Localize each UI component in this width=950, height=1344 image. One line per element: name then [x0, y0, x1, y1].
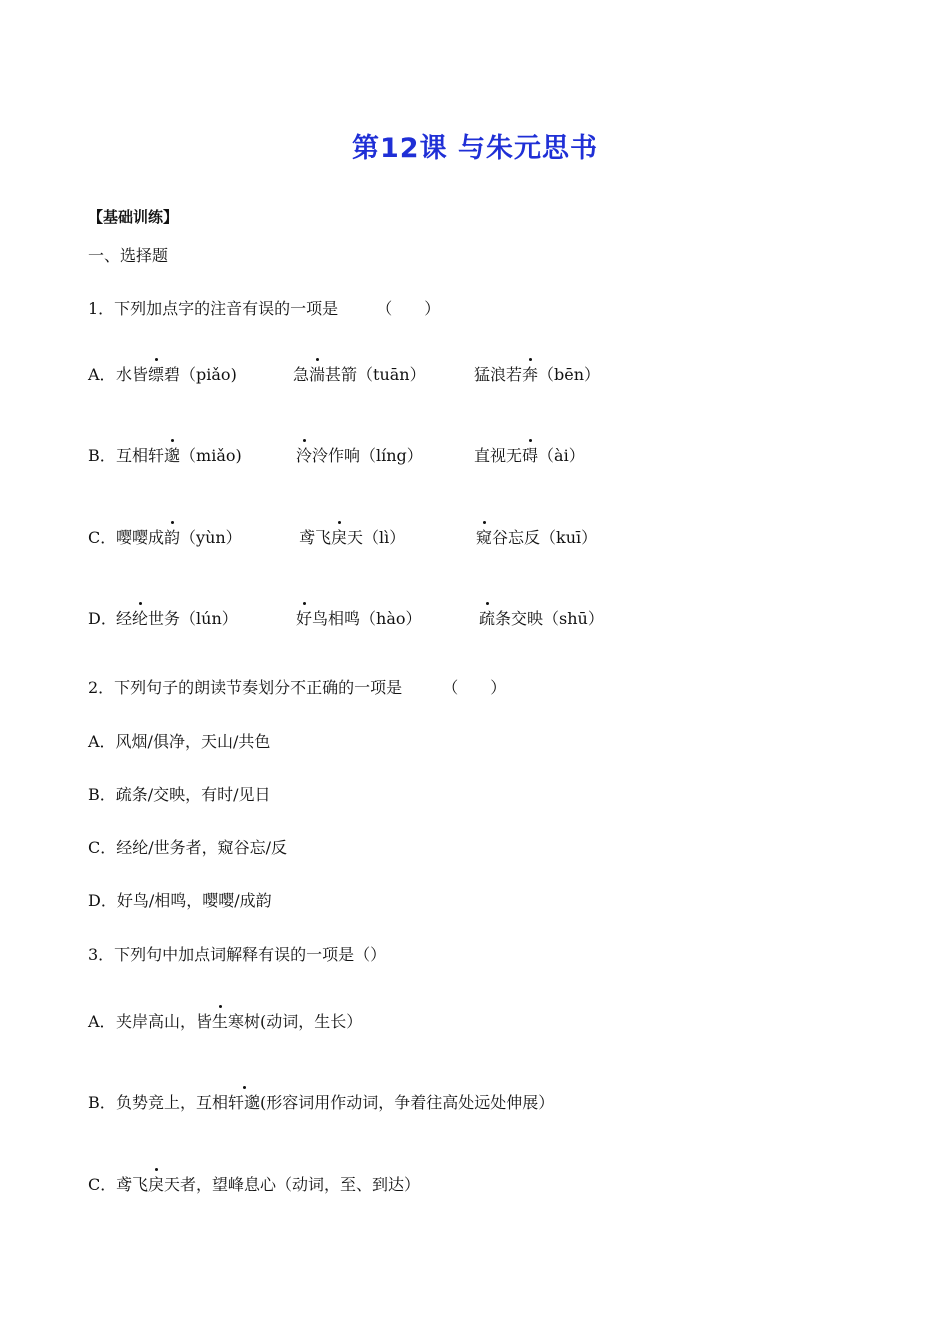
q2-option-b: B．疏条/交映，有时/见日 — [88, 785, 271, 804]
option-item: 鸢飞戾天（lì） — [299, 528, 406, 547]
q2-option-d: D．好鸟/相鸣，嘤嘤/成韵 — [88, 891, 272, 910]
option-label: C． — [88, 1175, 117, 1194]
option-item: 互相轩邈（miǎo) — [116, 446, 242, 465]
answer-blank: （ ） — [376, 299, 441, 318]
section-label: 【基础训练】 — [88, 208, 179, 226]
option-label: A． — [88, 365, 116, 384]
option-label: B． — [88, 446, 116, 465]
option-label: D． — [88, 609, 117, 628]
question-2-text: 2．下列句子的朗读节奏划分不正确的一项是 — [88, 678, 403, 697]
option-item: 急湍甚箭（tuān） — [293, 365, 426, 384]
option-item: 猛浪若奔（bēn） — [474, 365, 601, 384]
option-item: 嘤嘤成韵（yùn） — [116, 528, 242, 547]
option-item: 窥谷忘反（kuī） — [476, 528, 598, 547]
q2-option-c: C．经纶/世务者，窥谷忘/反 — [88, 838, 288, 857]
question-1-stem — [88, 298, 440, 320]
option-text: 负势竞上，互相轩邈(形容词用作动词，争着往高处远处伸展） — [116, 1093, 555, 1112]
part-label: 一、选择题 — [88, 246, 169, 265]
question-1-text: 1．下列加点字的注音有误的一项是 — [88, 299, 339, 318]
q2-option-a: A．风烟/俱净，天山/共色 — [88, 732, 271, 751]
option-item: 直视无碍（ài） — [474, 446, 585, 465]
option-item: 经纶世务（lún） — [116, 609, 238, 628]
answer-blank: （ ） — [442, 678, 507, 697]
question-3-stem: 3．下列句中加点词解释有误的一项是（） — [88, 945, 387, 964]
option-item: 疏条交映（shū） — [479, 609, 604, 628]
option-item: 水皆缥碧（piǎo) — [116, 365, 237, 384]
option-item: 泠泠作响（líng） — [296, 446, 423, 465]
question-2-stem — [88, 677, 506, 699]
option-text: 鸢飞戾天者，望峰息心（动词，至、到达） — [116, 1175, 421, 1194]
option-text: 夹岸高山，皆生寒树(动词，生长） — [116, 1012, 363, 1031]
option-label: C． — [88, 528, 117, 547]
option-label: A． — [88, 1012, 116, 1031]
page-title: 第12课 与朱元思书 — [352, 133, 598, 164]
option-label: B． — [88, 1093, 116, 1112]
option-item: 好鸟相鸣（hào） — [296, 609, 422, 628]
